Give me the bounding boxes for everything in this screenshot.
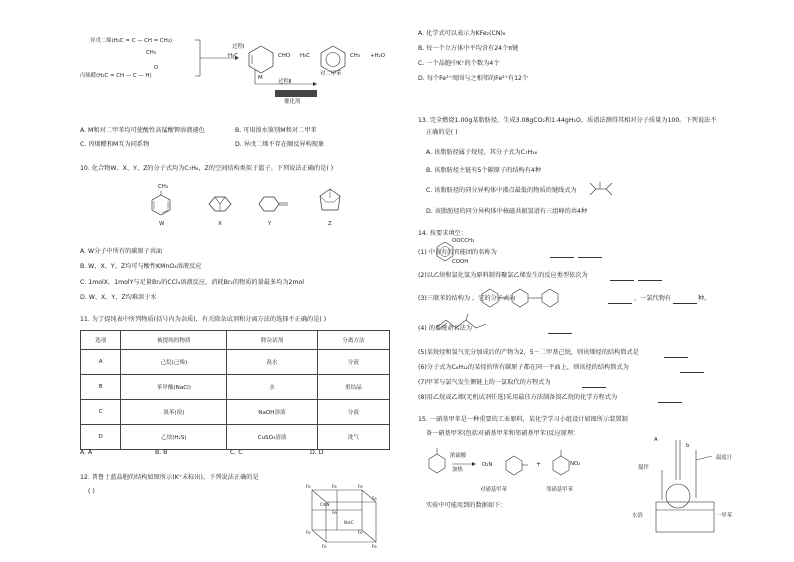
- catalyst-label: 催化剂: [284, 99, 301, 105]
- product-name: 对二甲苯: [320, 71, 342, 77]
- step2-label: 过程Ⅱ: [278, 79, 292, 85]
- q9-option-c: C. 丙烯醛和M互为同系物: [80, 141, 150, 148]
- q11-answer-d: D. D: [310, 449, 324, 456]
- p-xylene-methyl-1: H₃C: [300, 53, 310, 59]
- apparatus-label-stir: 搅拌: [638, 465, 649, 471]
- structure-Z: [316, 186, 344, 216]
- table-cell: 苯甲酸(NaCl): [121, 375, 227, 400]
- label-X: X: [218, 221, 222, 227]
- table-header: 分离方法: [317, 331, 389, 350]
- svg-text:Fe: Fe: [358, 484, 363, 489]
- svg-text:Fe: Fe: [332, 484, 337, 489]
- q11-answer-a: A. A: [80, 449, 93, 456]
- q12-paren: ( ): [88, 488, 95, 495]
- q12-option-a: A. 化学式可以表示为KFe₂(CN)₆: [418, 30, 506, 37]
- q10-option-a: A. W分子中所有的碳原子共面: [80, 248, 163, 255]
- plus-sign: +: [536, 461, 542, 468]
- answer-blank: [658, 396, 682, 403]
- answer-blank: [548, 327, 572, 334]
- w-methyl: CH₃: [158, 184, 168, 190]
- apparatus-label-toluene: 一甲苯: [716, 513, 733, 519]
- answer-blank: [680, 366, 704, 373]
- q14-item-1: (1) 中含有的官能团的名称为: [418, 249, 497, 256]
- svg-text:Fe: Fe: [306, 530, 311, 535]
- table-cell: B: [81, 375, 121, 400]
- q12-option-b: B. 每一个立方体中平均含有24个π键: [418, 45, 519, 52]
- table-cell: A: [81, 350, 121, 375]
- q15-stem-line2: 备一硝基甲苯(包括对硝基甲苯和邻硝基甲苯)反应原理：: [426, 430, 580, 437]
- acrolein-oxygen: O: [154, 65, 159, 71]
- svg-text:N≡C: N≡C: [344, 520, 354, 525]
- label-W: W: [159, 221, 165, 227]
- q12-stem: 12. 普鲁士蓝晶胞的结构如图所示(K⁺未标出)，下列说法正确的是: [80, 474, 259, 481]
- q15-stem-line1: 15. 一硝基甲苯是一种重要的工业原料，某化学学习小组设计如图所示装置制: [418, 416, 628, 423]
- table-row: [81, 425, 390, 450]
- condition-acid: 浓硫酸: [450, 453, 467, 459]
- svg-text:Fe: Fe: [372, 496, 377, 501]
- q14-stem: 14. 按要求填空：: [418, 230, 467, 237]
- q11-answer-c: C. C: [230, 449, 243, 456]
- table-cell: 溴苯(溴): [121, 400, 227, 425]
- table-cell: 重结晶: [317, 375, 389, 400]
- apparatus-label-a: A: [654, 437, 658, 443]
- table-header: 除杂试剂: [227, 331, 318, 350]
- svg-text:Fe: Fe: [358, 530, 363, 535]
- answer-blank: [673, 297, 697, 304]
- compound-M-ring: [246, 44, 276, 74]
- q11-answer-b: B. B: [155, 449, 168, 456]
- answer-blank: [610, 274, 634, 281]
- answer-blank: [550, 251, 574, 258]
- table-row: [81, 375, 390, 400]
- table-header: 选项: [81, 331, 121, 350]
- q14-item-2: (2)以乙炔和氯化氢为原料制得聚氯乙烯发生的反应类型依次为: [418, 272, 588, 279]
- answer-blank: [638, 274, 662, 281]
- q10-stem: 10. 化合物W、X、Y、Z的分子式均为C₇H₈，Z的空间结构类似于篮子。下列说法正确的是( ): [80, 165, 334, 172]
- reaction-arrows: [195, 40, 395, 130]
- nitro-group: O₂N: [482, 462, 493, 468]
- table-cell: 溴水: [227, 350, 318, 375]
- q14-item-7: (7)甲苯与氯气发生侧链上的一氯取代的方程式为: [418, 379, 551, 386]
- table-cell: D: [81, 425, 121, 450]
- left-column: [70, 0, 390, 562]
- table-cell: 水: [227, 375, 318, 400]
- answer-blank: [608, 297, 632, 304]
- svg-text:Fe: Fe: [306, 484, 311, 489]
- compound-M-label: M: [258, 75, 263, 81]
- table-cell: 洗气: [317, 425, 389, 450]
- isoprene-methyl: CH₃: [146, 50, 156, 56]
- q11-table: [80, 330, 390, 450]
- q9-option-b: B. 可用溴水鉴别M和对二甲苯: [235, 127, 317, 134]
- answer-blank: [582, 381, 606, 388]
- svg-text:Fe: Fe: [322, 544, 327, 549]
- apparatus-label-bath: 水浴: [632, 513, 643, 519]
- p-xylene-methyl-2: CH₃: [350, 53, 360, 59]
- m-aldehyde: CHO: [278, 53, 291, 59]
- q12-option-c: C. 一个晶胞中K⁺的个数为4个: [418, 60, 500, 67]
- svg-text:Fe: Fe: [372, 544, 377, 549]
- q14-item-3: (3)三联苯的结构为 ，它的分子式为: [418, 295, 516, 302]
- label-Z: Z: [328, 221, 332, 227]
- prussian-blue-cell: [292, 478, 392, 558]
- table-cell: 己烷(己烯): [121, 350, 227, 375]
- step1-label: 过程Ⅰ: [232, 44, 245, 50]
- right-column: [418, 0, 748, 562]
- reactant-acrolein: 丙烯醛(H₂C = CH — C — H): [80, 73, 152, 79]
- table-cell: 分液: [317, 350, 389, 375]
- terphenyl-structure: [478, 286, 568, 310]
- q14-item-5: (5)某烷烃和氢气充分加成后的产物为2，5－二甲基己烷，则该烯烃的结构简式是: [418, 349, 639, 356]
- svg-text:C≡N: C≡N: [320, 502, 330, 507]
- q14-item-8: (8)用乙烷或乙烯(无机试剂任选)采用最佳方法制备溴乙烷的化学方程式为: [418, 394, 618, 401]
- product-ortho: 邻硝基甲苯: [546, 487, 573, 493]
- q10-option-d: D. W、X、Y、Z均难溶于水: [80, 294, 157, 301]
- q12-option-d: D. 每个Fe³⁺周围与之相邻的Fe²⁺有12个: [418, 75, 529, 82]
- q11-stem: 11. 为了提纯表中所列物质(括号内为杂质)，有关除杂试剂和分离方法的选择不正确的是( ): [80, 316, 327, 323]
- answer-blank: [578, 251, 602, 258]
- condition-heat: 加热: [452, 467, 463, 473]
- table-row: [81, 350, 390, 375]
- q13-option-d: D. 该脂肪烃的同分异构体中核磁共振氢谱有三组峰的共4种: [426, 208, 588, 215]
- water-product: +H₂O: [370, 53, 385, 59]
- q13-option-b: B. 该脂肪烃主链有5个碳原子的结构有4种: [426, 167, 542, 174]
- q9-option-a: A. M和对二甲苯均可使酸性高锰酸钾溶液褪色: [80, 127, 205, 134]
- q14-item-4: (4) 的系统命名法为: [418, 325, 473, 332]
- q14-item-6: (6)分子式为C₆H₁₂的某烃的所有碳原子都在同一平面上，则该烃的结构简式为: [418, 364, 629, 371]
- table-cell: C: [81, 400, 121, 425]
- q13-option-a: A. 该脂肪烃属于烷烃，其分子式为C₇H₁₆: [426, 149, 538, 156]
- group-ester: OOCCH₃: [452, 238, 475, 244]
- structure-Y: [256, 195, 292, 213]
- table-header-row: [81, 331, 390, 350]
- apparatus-label-thermometer: 温度计: [716, 455, 733, 461]
- m-methyl: H₃C: [228, 53, 238, 59]
- q10-option-c: C. 1molX、1molY与足量Br₂的CCl₄溶液反应，消耗Br₂的物质的量最多均为2mol: [80, 279, 304, 286]
- q13-stem-line1: 13. 完全燃烧1.00g某脂肪烃，生成3.08gCO₂和1.44gH₂O，质谱法测得其相对分子质量为100。下列说法不: [418, 117, 717, 124]
- q13-option-c: C. 该脂肪烃的同分异构体中沸点最低的物质的键线式为: [426, 187, 577, 194]
- nitro-group-ortho: NO₂: [570, 461, 581, 467]
- answer-blank: [664, 351, 688, 358]
- structure-X: [205, 194, 235, 214]
- table-cell: NaOH溶液: [227, 400, 318, 425]
- table-header: 被提纯的物质: [121, 331, 227, 350]
- q14-item-3-tail: ，一氯代物有: [634, 295, 672, 302]
- product-para: 对硝基甲苯: [480, 487, 507, 493]
- svg-text:Fe: Fe: [332, 510, 337, 515]
- apparatus-label-b: b: [686, 443, 690, 449]
- reactant-isoprene: 异戊二烯(H₂C = C — CH = CH₂): [90, 38, 173, 44]
- group-carboxyl: COOH: [452, 259, 469, 265]
- label-Y: Y: [268, 221, 272, 227]
- q15-data-intro: 实验中可能用到的数据如下：: [426, 502, 507, 509]
- table-cell: 乙炔(H₂S): [121, 425, 227, 450]
- q13-stem-line2: 正确的是( ): [426, 129, 458, 136]
- q14-item-3-unit: 种。: [698, 295, 711, 302]
- q9-option-d: D. 异戊二烯不存在顺反异构现象: [235, 141, 325, 148]
- table-cell: CuSO₄溶液: [227, 425, 318, 450]
- structure-W: [150, 193, 172, 217]
- q10-option-b: B. W、X、Y、Z均可与酸性KMnO₄溶液反应: [80, 263, 202, 270]
- table-cell: 分液: [317, 400, 389, 425]
- skeletal-structure-c: [588, 181, 616, 197]
- table-row: [81, 400, 390, 425]
